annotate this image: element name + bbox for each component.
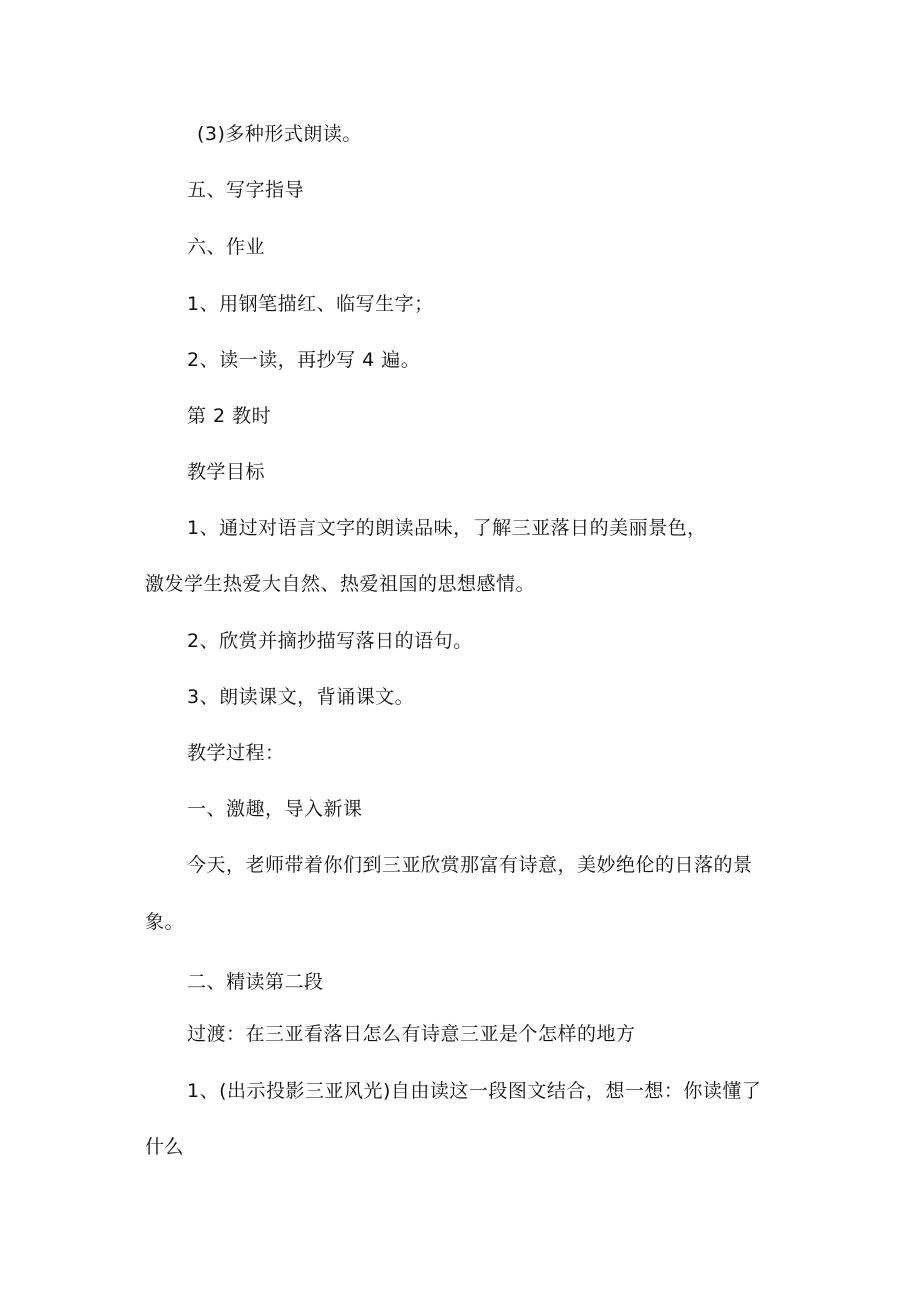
- text-line: 什么: [145, 1136, 185, 1158]
- section-heading: 第 2 教时: [187, 405, 272, 427]
- section-heading: 五、写字指导: [187, 179, 305, 201]
- text-line: 1、用钢笔描红、临写生字；: [187, 293, 434, 315]
- text-line: 3、朗读课文，背诵课文。: [187, 686, 415, 708]
- text-line: 1、通过对语言文字的朗读品味，了解三亚落日的美丽景色，: [187, 517, 707, 539]
- text-line: 2、欣赏并摘抄描写落日的语句。: [187, 630, 473, 652]
- text-line: 2、读一读，再抄写 4 遍。: [187, 349, 421, 371]
- text-line: 过渡：在三亚看落日怎么有诗意三亚是个怎样的地方: [187, 1023, 636, 1045]
- section-heading: 六、作业: [187, 236, 266, 258]
- section-heading: 教学过程：: [187, 742, 285, 764]
- section-heading: 一、激趣，导入新课: [187, 798, 363, 820]
- text-line: 象。: [145, 911, 185, 933]
- text-line: (3)多种形式朗读。: [197, 123, 362, 145]
- text-line: 1、(出示投影三亚风光)自由读这一段图文结合，想一想：你读懂了: [187, 1080, 762, 1102]
- text-line: 激发学生热爱大自然、热爱祖国的思想感情。: [145, 573, 536, 595]
- text-line: 今天，老师带着你们到三亚欣赏那富有诗意，美妙绝伦的日落的景: [187, 854, 753, 876]
- section-heading: 二、精读第二段: [187, 971, 324, 993]
- section-heading: 教学目标: [187, 461, 266, 483]
